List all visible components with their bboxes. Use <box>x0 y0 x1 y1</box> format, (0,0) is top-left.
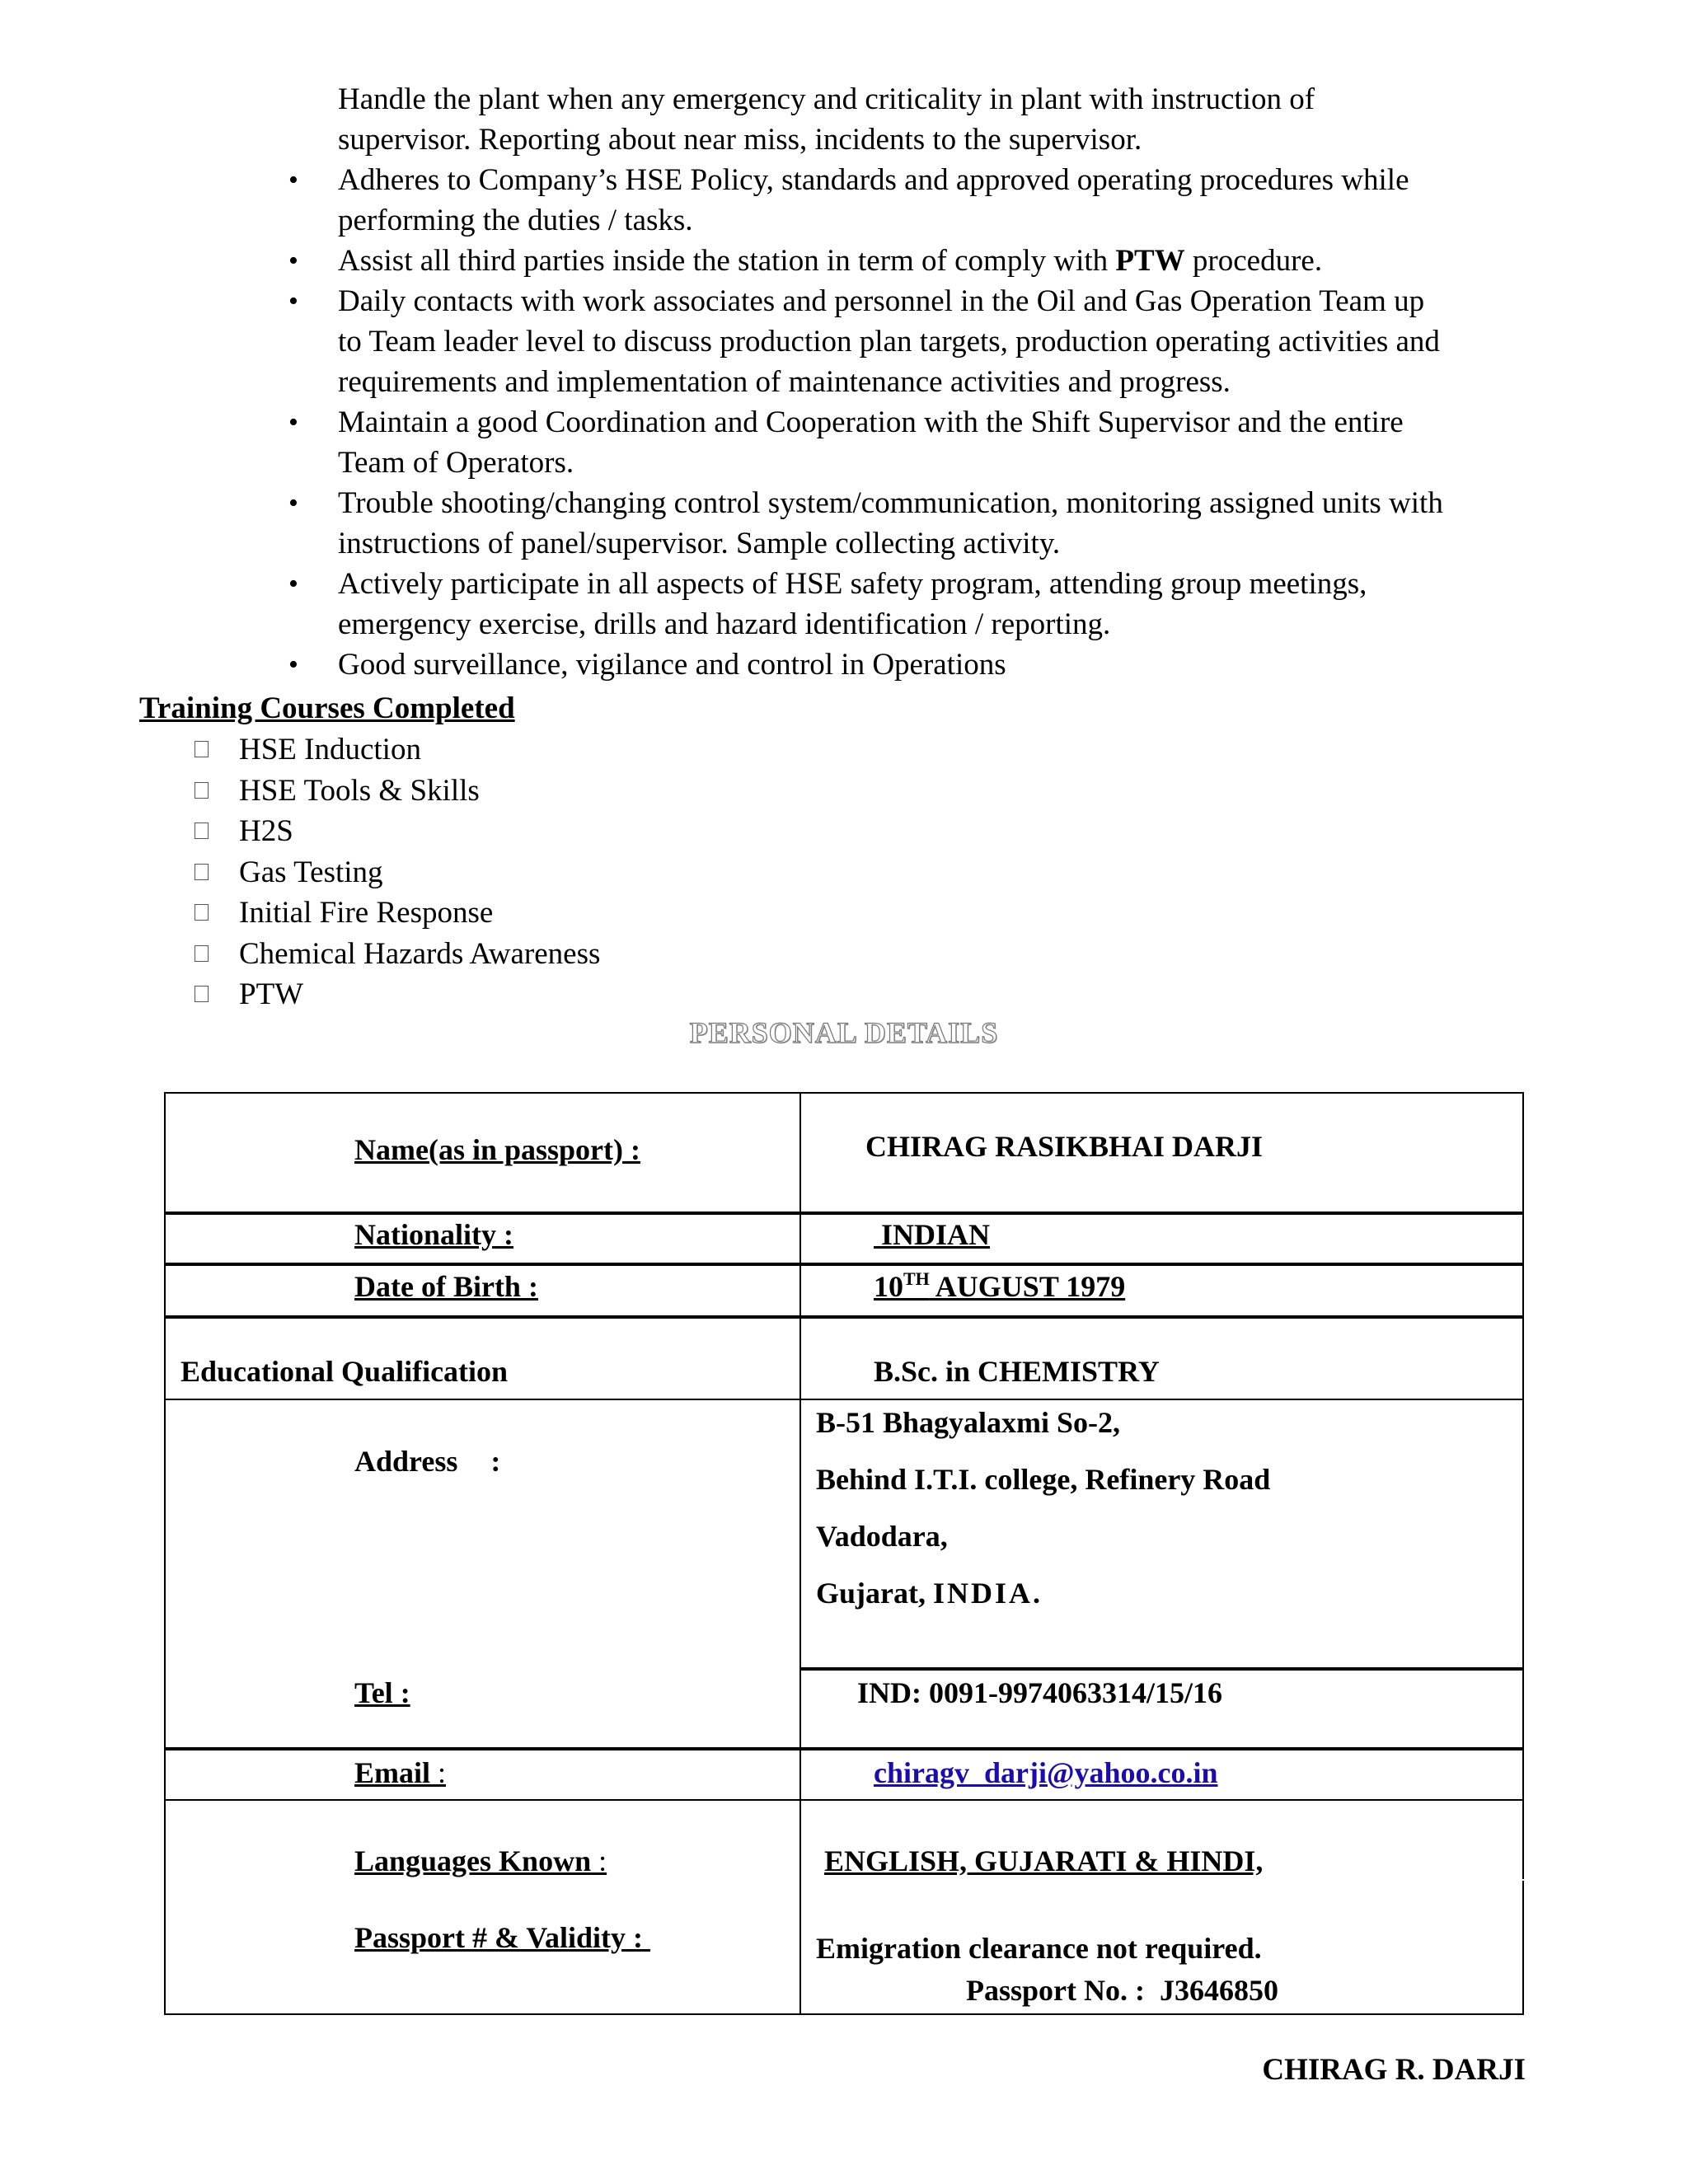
table-border-bottom <box>164 2013 1524 2015</box>
email-colon: : <box>430 1756 447 1789</box>
table-border-top <box>164 1092 1524 1094</box>
course-label: Initial Fire Response <box>239 896 494 930</box>
duty-line: Actively participate in all aspects of HSE safety program, attending group meetings, <box>338 567 1367 601</box>
duty-line: Trouble shooting/changing control system/communication, monitoring assigned units with <box>338 486 1443 520</box>
bullet-icon: • <box>288 286 298 316</box>
duty-line: instructions of panel/supervisor. Sample collecting activity. <box>338 527 1061 560</box>
nationality-value <box>874 1217 990 1252</box>
checkbox-icon <box>195 986 209 1002</box>
training-course-list <box>191 729 600 1015</box>
course-item <box>191 934 600 975</box>
address-line <box>816 1576 1043 1610</box>
duty-line: Daily contacts with work associates and personnel in the Oil and Gas Operation Team up <box>338 284 1425 318</box>
duty-item <box>280 281 1566 402</box>
address-state: Gujarat, <box>816 1577 933 1610</box>
address-line: B-51 Bhagyalaxmi So-2, <box>816 1406 1121 1439</box>
course-label: Chemical Hazards Awareness <box>239 936 601 971</box>
bullet-icon: • <box>288 649 298 680</box>
name-label: Name(as in passport) : <box>354 1133 640 1166</box>
course-item <box>191 811 600 852</box>
checkbox-icon <box>195 864 209 880</box>
duty-item <box>280 644 1566 685</box>
nationality-label: Nationality : <box>354 1218 513 1251</box>
course-item <box>191 852 600 893</box>
footer-name: CHIRAG R. DARJI <box>1262 2053 1526 2087</box>
bullet-icon: • <box>288 569 298 599</box>
address-colon: : <box>490 1445 501 1478</box>
checkbox-icon <box>195 945 209 962</box>
course-label: HSE Induction <box>239 733 421 766</box>
duty-text: Assist all third parties inside the station in term of comply with <box>338 244 1116 278</box>
personal-details-heading: PERSONAL DETAILS <box>689 1016 999 1049</box>
tel-label: Tel : <box>354 1676 410 1709</box>
table-border-right <box>1522 1092 1524 1879</box>
checkbox-icon <box>195 741 209 757</box>
checkbox-icon <box>195 782 209 799</box>
course-label: PTW <box>239 977 304 1011</box>
duty-line <box>338 241 1566 281</box>
table-row-divider <box>164 1212 1524 1215</box>
duty-bold-text: PTW <box>1115 244 1185 278</box>
course-item <box>191 729 600 771</box>
address-country: INDIA. <box>932 1577 1043 1610</box>
bullet-icon: • <box>288 165 298 195</box>
duty-line: emergency exercise, drills and hazard identification / reporting. <box>338 607 1111 641</box>
course-item <box>191 771 600 812</box>
education-value: B.Sc. in CHEMISTRY <box>874 1355 1160 1388</box>
bullet-icon: • <box>288 246 298 276</box>
training-heading: Training Courses Completed <box>139 691 515 725</box>
duty-item <box>280 160 1566 241</box>
course-label: H2S <box>239 814 293 848</box>
languages-label-text: Languages Known <box>354 1844 592 1877</box>
languages-colon: : <box>591 1844 607 1877</box>
duty-line: Good surveillance, vigilance and control in Operations <box>338 648 1006 682</box>
checkbox-icon <box>195 823 209 839</box>
dob-day: 10 <box>874 1270 903 1303</box>
course-item <box>191 893 600 934</box>
address-line: Behind I.T.I. college, Refinery Road <box>816 1463 1271 1496</box>
passport-label: Passport # & Validity : <box>354 1921 651 1954</box>
duty-item <box>280 564 1566 644</box>
address-label-text: Address <box>354 1445 458 1478</box>
address-label <box>354 1444 500 1479</box>
languages-value: ENGLISH, GUJARATI & HINDI, <box>824 1844 1264 1877</box>
languages-label <box>354 1844 607 1878</box>
table-row-divider <box>164 1399 1524 1400</box>
table-row-divider <box>164 1263 1524 1266</box>
duty-text: procedure. <box>1184 244 1323 278</box>
table-divider <box>799 1092 801 2015</box>
bullet-icon: • <box>288 488 298 518</box>
dob-label: Date of Birth : <box>354 1270 538 1303</box>
duty-line: performing the duties / tasks. <box>338 204 693 237</box>
duty-line: Adheres to Company’s HSE Policy, standards and approved operating procedures while <box>338 163 1409 197</box>
dob-value <box>874 1269 1125 1304</box>
duty-item <box>280 483 1566 564</box>
course-label: Gas Testing <box>239 855 383 889</box>
table-border-right-lower <box>1522 1881 1524 2015</box>
duty-line: Maintain a good Coordination and Cooperation with the Shift Supervisor and the entire <box>338 405 1404 439</box>
passport-number: Passport No. : J3646850 <box>966 1974 1278 2007</box>
email-link[interactable]: chiragv_darji@yahoo.co.in <box>874 1756 1218 1789</box>
tel-value: IND: 0091-9974063314/15/16 <box>857 1676 1222 1709</box>
table-row-divider <box>164 1315 1524 1319</box>
name-value: CHIRAG RASIKBHAI DARJI <box>865 1130 1264 1163</box>
email-label <box>354 1755 446 1790</box>
duty-continuation <box>280 79 1566 160</box>
duty-continuation-line: Handle the plant when any emergency and criticality in plant with instruction of <box>338 82 1315 116</box>
table-row-divider <box>164 1799 1524 1801</box>
dob-suffix: TH <box>903 1268 930 1289</box>
table-border-left <box>164 1092 166 2015</box>
checkbox-icon <box>195 904 209 921</box>
address-line: Vadodara, <box>816 1520 948 1553</box>
nationality-text: INDIAN <box>881 1218 991 1251</box>
passport-clearance: Emigration clearance not required. <box>816 1932 1262 1965</box>
education-label: Educational Qualification <box>181 1355 509 1388</box>
duty-item <box>280 402 1566 483</box>
bullet-icon: • <box>288 407 298 438</box>
duties-list <box>280 79 1566 685</box>
email-value[interactable] <box>874 1755 1217 1790</box>
table-row-divider <box>164 1747 1524 1750</box>
table-row-divider <box>799 1667 1524 1671</box>
dob-month-year: AUGUST 1979 <box>929 1270 1126 1303</box>
duty-line: Team of Operators. <box>338 446 574 480</box>
duty-line: requirements and implementation of maintenance activities and progress. <box>338 365 1231 399</box>
course-label: HSE Tools & Skills <box>239 773 480 808</box>
duty-line: to Team leader level to discuss production plan targets, production operating activities and <box>338 325 1440 359</box>
duty-continuation-line: supervisor. Reporting about near miss, incidents to the supervisor. <box>338 123 1142 157</box>
course-item <box>191 974 600 1015</box>
email-label-text: Email <box>354 1756 431 1789</box>
duty-item <box>280 241 1566 281</box>
